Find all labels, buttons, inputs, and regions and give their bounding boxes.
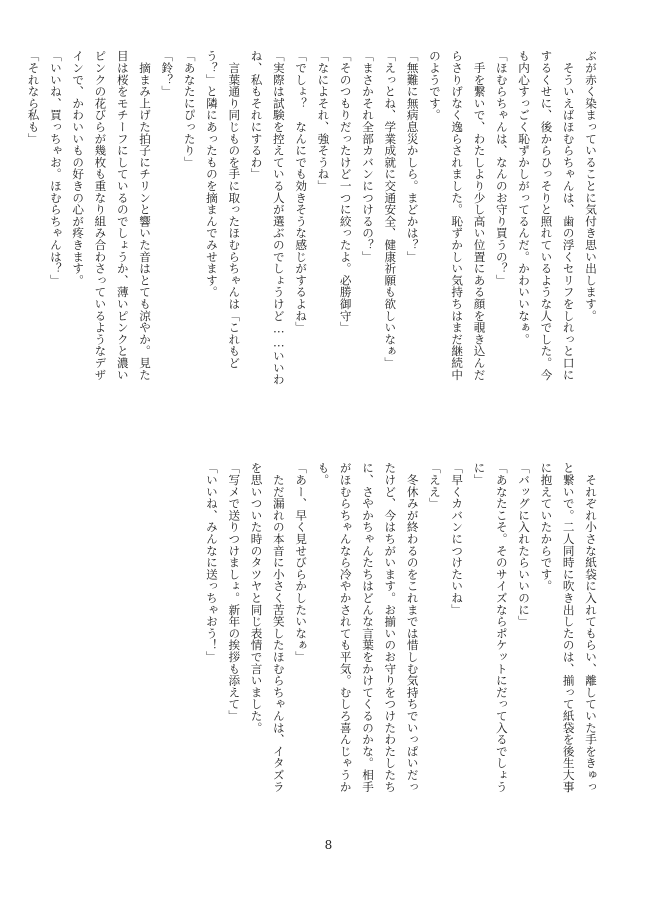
text-line: インで、かわいいもの好きの心が疼きます。 bbox=[71, 50, 86, 286]
page-number: 8 bbox=[324, 838, 333, 852]
text-line: 「でしょ？ なんにでも効きそうな感じがするよね」 bbox=[294, 50, 309, 334]
text-line: 「ええ」 bbox=[427, 462, 442, 510]
text-line: 「写メで送りつけましょ。新年の挨拶も添えて」 bbox=[227, 462, 242, 722]
text-line: 冬休みが終わるのをこれまでは惜しむ気持ちでいっぱいだっ bbox=[405, 462, 420, 793]
text-line: う？」と隣にあったものを摘まんでみせます。 bbox=[204, 50, 219, 298]
text-line: も内心すっごく恥ずかしがってるんだ。かわいいなぁ。 bbox=[517, 50, 532, 345]
text-line: らさりげなく逸らされました。恥ずかしい気持ちはまだ継続中 bbox=[450, 50, 465, 381]
lower-text-block bbox=[192, 462, 602, 793]
text-line: ね、私もそれにするわ」 bbox=[249, 50, 264, 180]
text-line: 「それなら私も」 bbox=[26, 50, 41, 145]
text-line: 「無難に無病息災かしら。まどかは？」 bbox=[405, 50, 420, 263]
text-line: 「早くカバンにつけたいね」 bbox=[450, 462, 465, 616]
text-line: 「えっとね、学業成就に交通安全、健康祈願も欲しいなぁ」 bbox=[383, 50, 398, 369]
text-line: ピンクの花びらが幾枚も重なり組み合わさっているようなデザ bbox=[93, 50, 108, 381]
text-line: 手を繋いで、わたしより少し高い位置にある顔を覗き込んだ bbox=[472, 50, 487, 381]
text-line: それぞれ小さな紙袋に入れてもらい、離していた手をきゅっ bbox=[584, 462, 598, 793]
text-line: ぶが赤く染まっていることに気付き思い出します。 bbox=[584, 50, 598, 322]
text-line: ただ漏れの本音に小さく苦笑したほむらちゃんは、イタズラ bbox=[271, 462, 286, 793]
text-line: 「そのつもりだったけど一つに絞ったよ。必勝御守」 bbox=[338, 50, 353, 334]
text-line: そういえばほむらちゃんは、歯の浮くセリフをしれっと口に bbox=[561, 50, 576, 381]
text-line: を思いついた時のタツヤと同じ表情で言いました。 bbox=[249, 462, 264, 734]
text-line: に、さやかちゃんたちはどんな言葉をかけてくるのかな。相手 bbox=[361, 462, 376, 793]
text-line: 「鈴？」 bbox=[160, 50, 175, 98]
text-line: たけど、今はちがいます。お揃いのお守りをつけたわたしたち bbox=[383, 462, 398, 793]
text-line: に」 bbox=[472, 462, 487, 486]
text-line: 「あなたこそ。そのサイズならポケットにだって入るでしょう bbox=[494, 462, 509, 793]
text-line: 「あー、早く見せびらかしたいなぁ」 bbox=[294, 462, 309, 663]
text-line: に抱えていたからです。 bbox=[539, 462, 554, 592]
text-line: 「いいね、買っちゃお。ほむらちゃんは？」 bbox=[48, 50, 63, 286]
text-line: するくせに、後からひっそりと照れているような人でした。今 bbox=[539, 50, 554, 381]
text-line: 「あなたにぴったり」 bbox=[182, 50, 197, 168]
upper-text-block bbox=[26, 50, 602, 428]
text-line: 「実際は試験を控えている人が選ぶのでしょうけど……いいわ bbox=[271, 50, 286, 386]
text-line: 言葉通り同じものを手に取ったほむらちゃんは「これもど bbox=[227, 50, 242, 369]
text-line: 目は桜をモチーフにしているのでしょうか、薄いピンクと濃い bbox=[115, 50, 130, 381]
text-line: と繋いで。二人同時に吹き出したのは、揃って紙袋を後生大事 bbox=[561, 462, 576, 793]
text-line: がほむらちゃんなら冷やかされても平気。むしろ喜んじゃうか bbox=[338, 462, 353, 793]
text-line: 「いいね、みんなに送っちゃおう！」 bbox=[204, 462, 219, 663]
text-line: 「バッグに入れたらいいのに」 bbox=[517, 462, 532, 628]
text-line: 「なによそれ、強そうね」 bbox=[316, 50, 331, 192]
text-line: 摘まみ上げた拍子にチリンと響いた音はとても涼やか。見た bbox=[138, 50, 153, 381]
text-line: のようです。 bbox=[427, 50, 442, 121]
text-line: も。 bbox=[316, 462, 331, 486]
text-line: 「まさかそれ全部カバンにつけるの？」 bbox=[361, 50, 376, 263]
text-line: 「ほむらちゃんは、なんのお守り買うの？」 bbox=[494, 50, 509, 286]
